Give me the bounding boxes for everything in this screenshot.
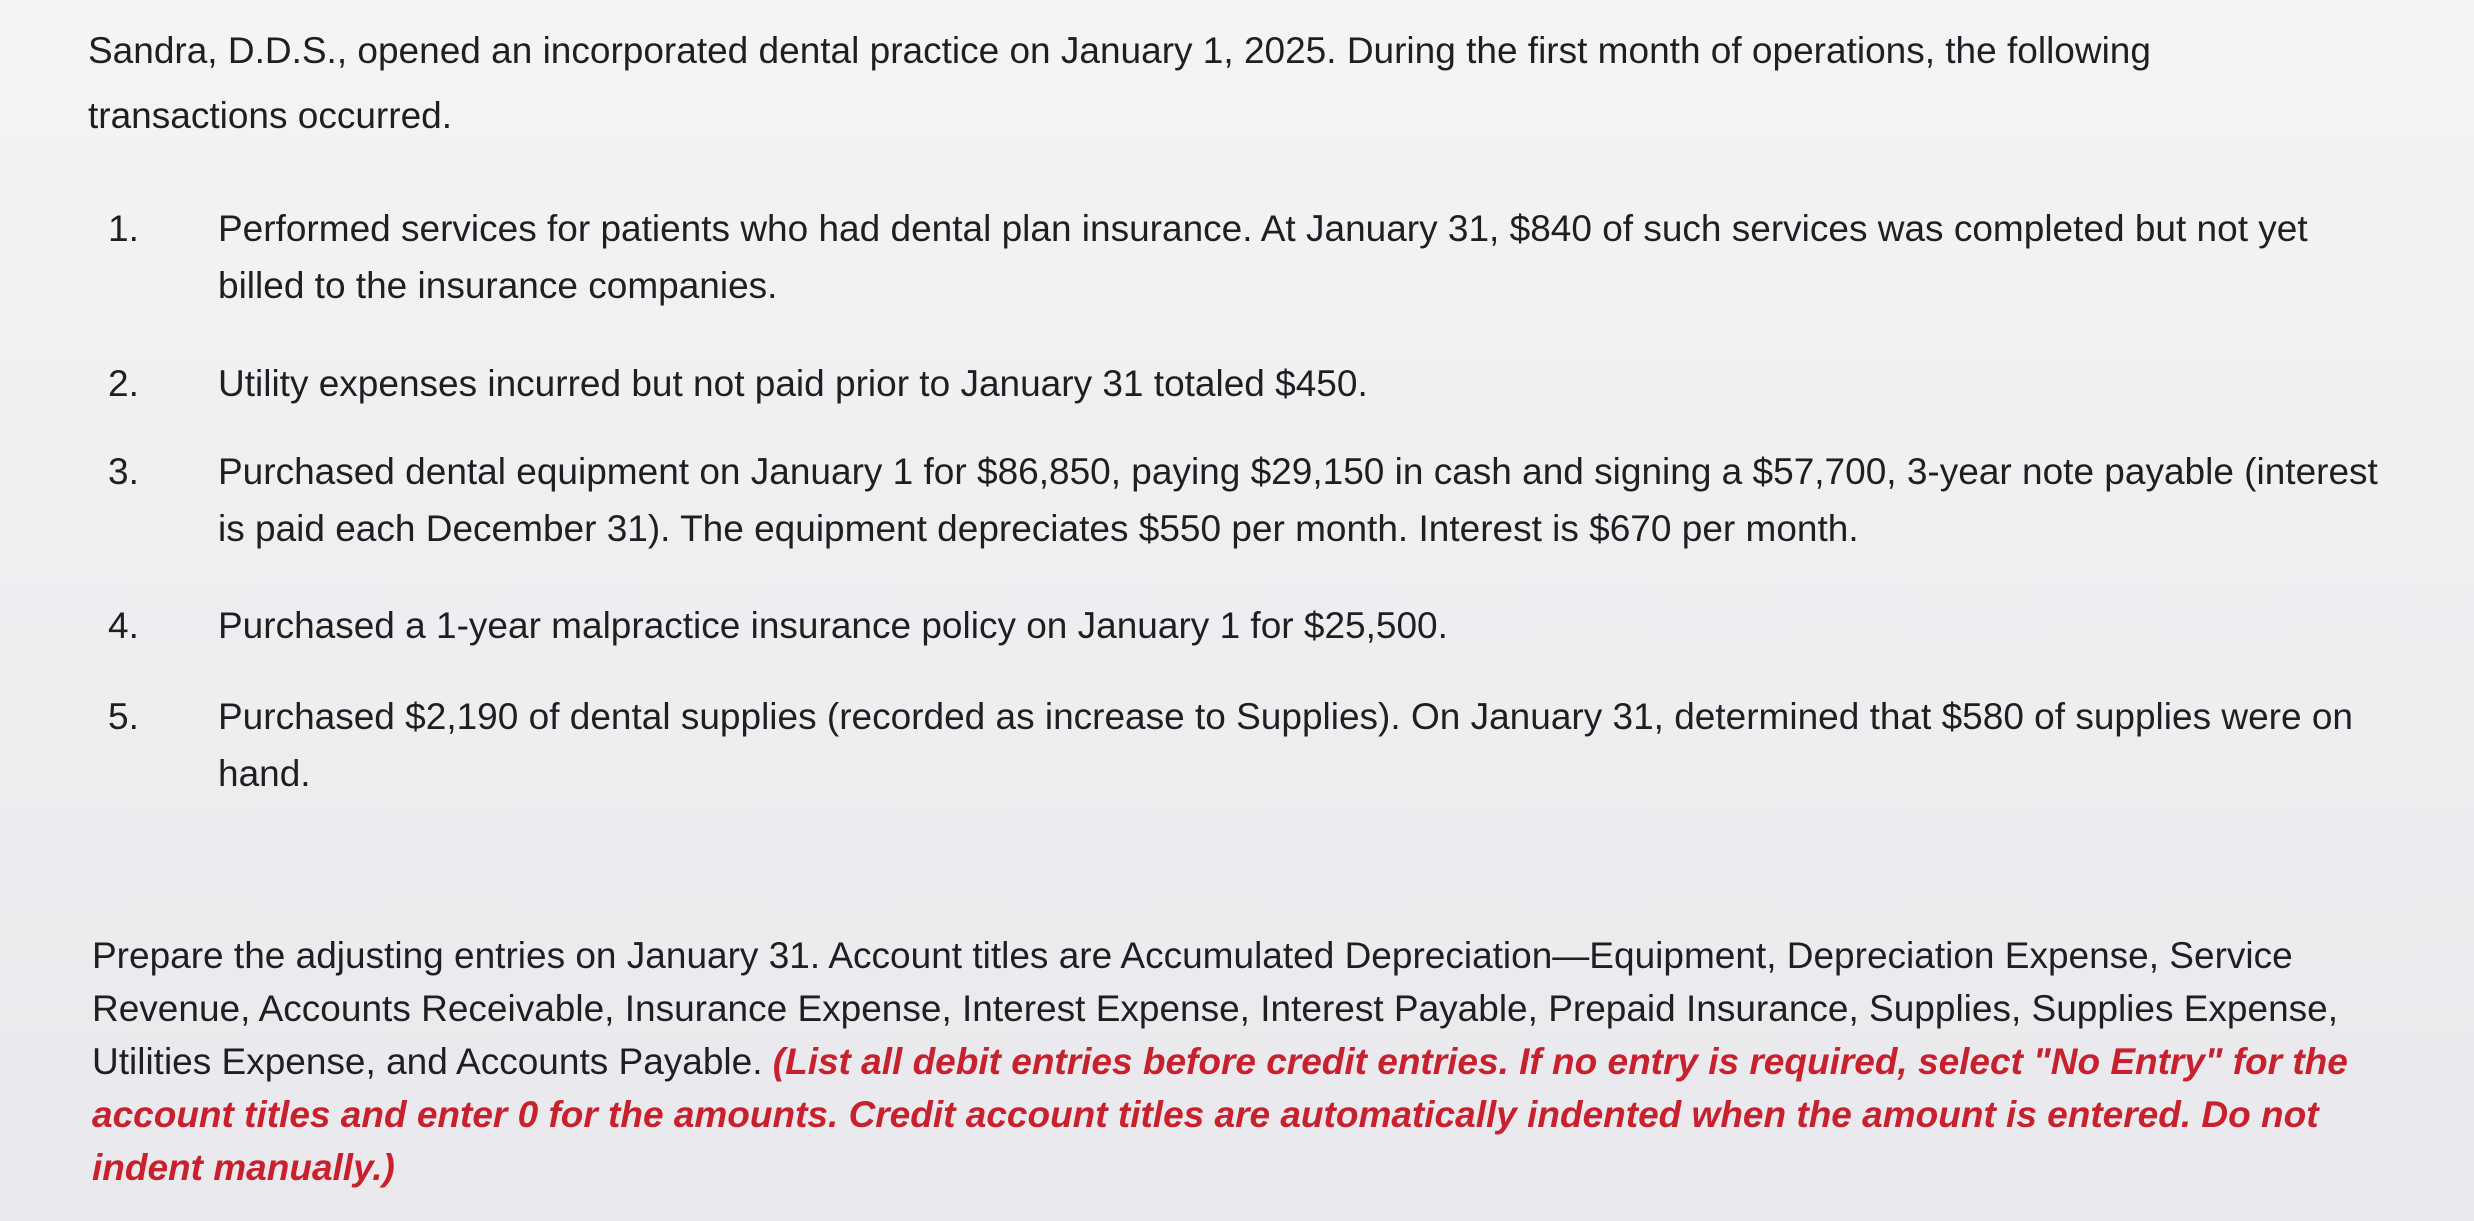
instructions-text: Prepare the adjusting entries on January 31. Account titles are Accumulated Depreciation—Equipment, Depreciation Expense, Service Revenue, Accounts Receivable, Insurance Expense, Interest Expense, Interest Payable, Prepaid Insurance, Supplies, Supplies Expense, Utilities Expense, and Accounts Payable. (92, 935, 2339, 1082)
transaction-number: 3. (108, 451, 139, 492)
intro-paragraph: Sandra, D.D.S., opened an incorporated dental practice on January 1, 2025. During the first month of operations, the following transactions occurred. (88, 30, 2151, 136)
transaction-number: 1. (108, 208, 139, 249)
instructions-paragraph (92, 929, 2432, 1194)
transaction-number: 2. (108, 363, 139, 404)
transaction-number: 4. (108, 605, 139, 646)
transaction-text: Performed services for patients who had dental plan insurance. At January 31, $840 of such services was completed but not yet billed to the insurance companies. (218, 208, 2308, 306)
transaction-text: Purchased a 1-year malpractice insurance policy on January 1 for $25,500. (218, 605, 1448, 646)
transaction-number: 5. (108, 696, 139, 737)
transaction-text: Purchased dental equipment on January 1 for $86,850, paying $29,150 in cash and signing a $57,700, 3-year note payable (interest is paid each December 31). The equipment depreciates $550 per month. Interest is $670 per month. (218, 451, 2378, 549)
transaction-text: Utility expenses incurred but not paid prior to January 31 totaled $450. (218, 363, 1368, 404)
transaction-text: Purchased $2,190 of dental supplies (recorded as increase to Supplies). On January 31, determined that $580 of supplies were on hand. (218, 696, 2353, 794)
instructions-note: (List all debit entries before credit entries. If no entry is required, select "No Entry" for the account titles and enter 0 for the amounts. Credit account titles are automatically indented when the amount is entered. Do not indent manually.) (92, 1041, 2348, 1188)
